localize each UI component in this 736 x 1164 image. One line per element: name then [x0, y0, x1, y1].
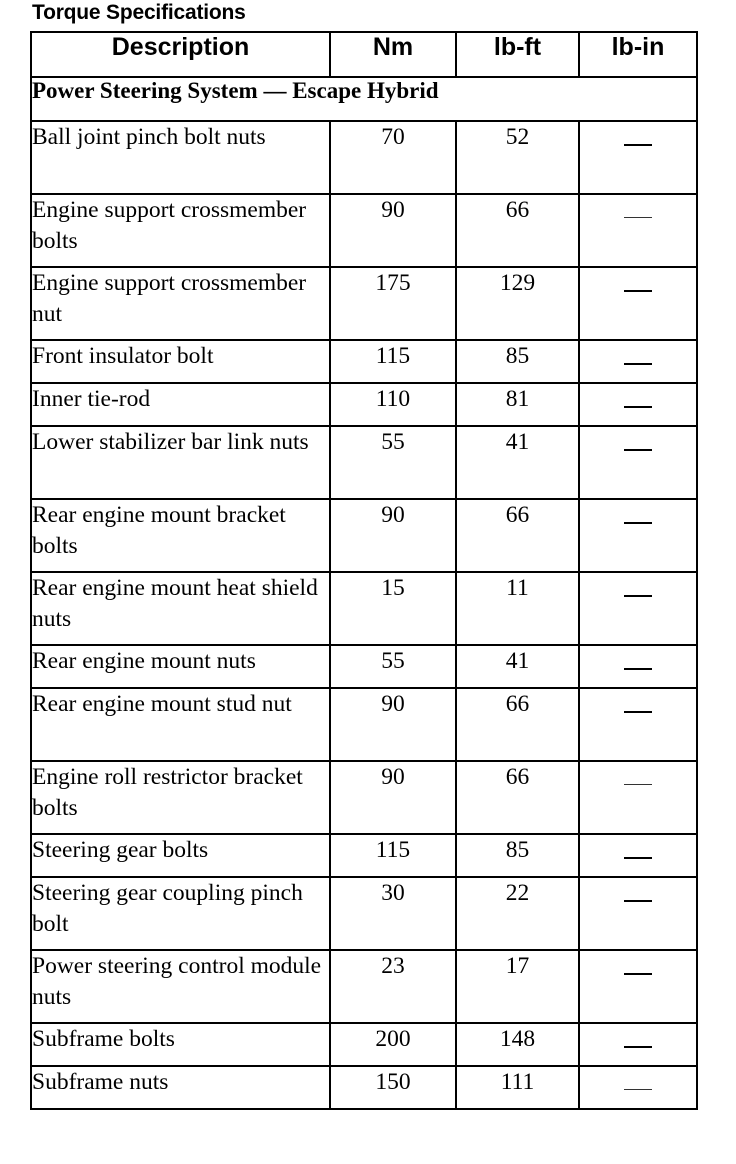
cell-description: Rear engine mount heat shield nuts [31, 572, 330, 645]
cell-description: Engine support crossmember nut [31, 267, 330, 340]
cell-lbft: 66 [456, 499, 579, 572]
cell-lbin [579, 267, 697, 340]
table-row [31, 499, 697, 572]
table-row [31, 688, 697, 761]
cell-lbin [579, 688, 697, 761]
em-dash [624, 784, 652, 785]
em-dash [624, 363, 652, 365]
table-row [31, 572, 697, 645]
cell-lbin [579, 572, 697, 645]
cell-lbft: 11 [456, 572, 579, 645]
em-dash [624, 290, 652, 292]
cell-nm: 15 [330, 572, 456, 645]
cell-nm: 55 [330, 645, 456, 688]
cell-nm: 70 [330, 121, 456, 194]
cell-description: Steering gear bolts [31, 834, 330, 877]
cell-nm: 90 [330, 194, 456, 267]
cell-lbin [579, 834, 697, 877]
cell-nm: 150 [330, 1066, 456, 1109]
cell-description: Subframe bolts [31, 1023, 330, 1066]
table-row [31, 645, 697, 688]
table-row [31, 194, 697, 267]
em-dash [624, 144, 652, 146]
cell-description: Power steering control module nuts [31, 950, 330, 1023]
section-row [31, 77, 697, 121]
table-row [31, 761, 697, 834]
header-nm: Nm [330, 32, 456, 77]
cell-lbft: 129 [456, 267, 579, 340]
cell-nm: 30 [330, 877, 456, 950]
cell-nm: 90 [330, 688, 456, 761]
table-row [31, 950, 697, 1023]
cell-nm: 115 [330, 340, 456, 383]
table-row [31, 1023, 697, 1066]
cell-lbft: 81 [456, 383, 579, 426]
cell-description: Lower stabilizer bar link nuts [31, 426, 330, 499]
cell-lbin [579, 194, 697, 267]
cell-description: Front insulator bolt [31, 340, 330, 383]
cell-description: Engine roll restrictor bracket bolts [31, 761, 330, 834]
table-row [31, 426, 697, 499]
cell-description: Rear engine mount bracket bolts [31, 499, 330, 572]
cell-lbft: 148 [456, 1023, 579, 1066]
em-dash [624, 217, 652, 218]
cell-lbin [579, 645, 697, 688]
em-dash [624, 668, 652, 670]
cell-nm: 55 [330, 426, 456, 499]
cell-lbft: 52 [456, 121, 579, 194]
cell-lbin [579, 950, 697, 1023]
em-dash [624, 711, 652, 713]
table-row [31, 121, 697, 194]
cell-lbin [579, 121, 697, 194]
cell-description: Inner tie-rod [31, 383, 330, 426]
cell-lbin [579, 761, 697, 834]
table-row [31, 267, 697, 340]
cell-lbft: 41 [456, 426, 579, 499]
table-row [31, 877, 697, 950]
cell-lbin [579, 1023, 697, 1066]
em-dash [624, 1089, 652, 1090]
cell-description: Rear engine mount nuts [31, 645, 330, 688]
table-row [31, 1066, 697, 1109]
cell-lbft: 66 [456, 688, 579, 761]
cell-description: Ball joint pinch bolt nuts [31, 121, 330, 194]
cell-nm: 90 [330, 499, 456, 572]
table-row [31, 834, 697, 877]
cell-lbin [579, 1066, 697, 1109]
cell-lbft: 85 [456, 834, 579, 877]
cell-description: Subframe nuts [31, 1066, 330, 1109]
em-dash [624, 857, 652, 859]
cell-lbin [579, 426, 697, 499]
em-dash [624, 1046, 652, 1048]
cell-lbft: 17 [456, 950, 579, 1023]
cell-nm: 90 [330, 761, 456, 834]
page-title: Torque Specifications [32, 1, 246, 24]
cell-lbft: 111 [456, 1066, 579, 1109]
cell-nm: 110 [330, 383, 456, 426]
em-dash [624, 900, 652, 902]
cell-lbin [579, 877, 697, 950]
cell-description: Engine support crossmember bolts [31, 194, 330, 267]
header-lbft: lb-ft [456, 32, 579, 77]
cell-nm: 200 [330, 1023, 456, 1066]
cell-description: Rear engine mount stud nut [31, 688, 330, 761]
torque-table [30, 31, 698, 1110]
cell-lbin [579, 499, 697, 572]
cell-lbft: 85 [456, 340, 579, 383]
header-row [31, 32, 697, 77]
section-heading: Power Steering System — Escape Hybrid [31, 77, 697, 121]
header-description: Description [31, 32, 330, 77]
cell-nm: 175 [330, 267, 456, 340]
cell-lbft: 41 [456, 645, 579, 688]
header-lbin: lb-in [579, 32, 697, 77]
table-row [31, 340, 697, 383]
em-dash [624, 406, 652, 408]
cell-lbft: 22 [456, 877, 579, 950]
em-dash [624, 449, 652, 451]
cell-lbft: 66 [456, 761, 579, 834]
cell-nm: 23 [330, 950, 456, 1023]
em-dash [624, 973, 652, 975]
cell-lbin [579, 383, 697, 426]
cell-nm: 115 [330, 834, 456, 877]
em-dash [624, 522, 652, 524]
cell-lbft: 66 [456, 194, 579, 267]
cell-lbin [579, 340, 697, 383]
em-dash [624, 595, 652, 597]
cell-description: Steering gear coupling pinch bolt [31, 877, 330, 950]
table-row [31, 383, 697, 426]
